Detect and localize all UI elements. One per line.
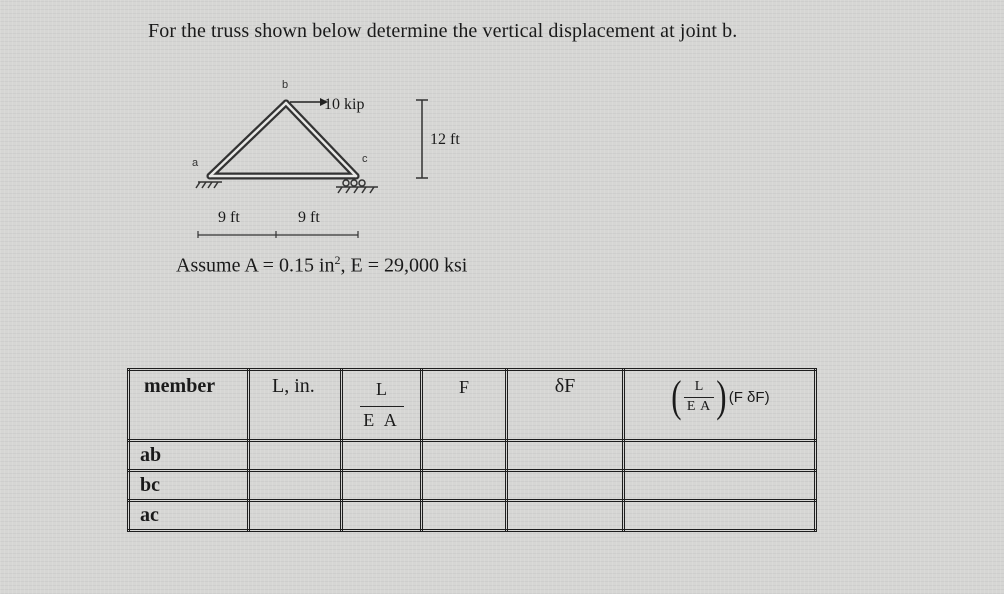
member-cell: ac — [129, 501, 249, 531]
roller-support-c — [336, 180, 378, 193]
table-header-row — [129, 370, 816, 441]
product-denominator: E A — [686, 399, 712, 414]
product-expression: ( $\frac{L}{\text{E A}}$ ) (F δF) — [671, 372, 770, 421]
member-cell: ab — [129, 441, 249, 471]
force-cell[interactable] — [422, 501, 507, 531]
height-label: 12 ft — [430, 131, 460, 148]
truss-diagram — [170, 78, 460, 238]
product-cell[interactable] — [624, 441, 816, 471]
product-factor: (F δF) — [728, 388, 770, 406]
area-exponent: 2 — [334, 253, 341, 267]
truss-members — [210, 103, 356, 176]
header-product — [624, 370, 816, 441]
l-over-ea-cell[interactable] — [342, 471, 422, 501]
assumption-prefix: Assume A = 0.15 in — [176, 254, 335, 277]
header-member: member — [129, 370, 249, 441]
joint-c-label: c — [362, 153, 368, 165]
force-cell[interactable] — [422, 441, 507, 471]
product-numerator: L — [694, 379, 704, 394]
table-row — [129, 441, 816, 471]
assumption-line — [176, 253, 467, 278]
header-length: L, in. — [249, 370, 342, 441]
load-label: 10 kip — [324, 96, 365, 113]
assumption-suffix: , E = 29,000 ksi — [340, 254, 468, 277]
length-cell[interactable] — [249, 501, 342, 531]
force-cell[interactable] — [422, 471, 507, 501]
l-over-ea-cell[interactable] — [342, 441, 422, 471]
virtual-force-cell[interactable] — [507, 441, 624, 471]
calculation-table — [127, 368, 817, 532]
height-dimension — [416, 100, 428, 178]
table-row — [129, 471, 816, 501]
l-over-ea-denominator: E A — [363, 410, 400, 430]
table-row — [129, 501, 816, 531]
l-over-ea-numerator: L — [376, 379, 387, 399]
pin-support-a — [196, 182, 222, 188]
product-cell[interactable] — [624, 501, 816, 531]
header-virtual-force: δF — [507, 370, 624, 441]
product-fraction — [684, 379, 714, 415]
problem-statement: For the truss shown below determine the vertical displacement at joint b. — [148, 20, 738, 42]
l-over-ea-cell[interactable] — [342, 501, 422, 531]
length-cell[interactable] — [249, 441, 342, 471]
length-cell[interactable] — [249, 471, 342, 501]
member-cell: bc — [129, 471, 249, 501]
l-over-ea-fraction — [360, 379, 404, 431]
virtual-force-cell[interactable] — [507, 501, 624, 531]
joint-a-label: a — [192, 157, 199, 169]
span-left-label: 9 ft — [218, 209, 240, 226]
span-right-label: 9 ft — [298, 209, 320, 226]
joint-b-label: b — [282, 79, 289, 91]
header-l-over-ea — [342, 370, 422, 441]
virtual-force-cell[interactable] — [507, 471, 624, 501]
header-force: F — [422, 370, 507, 441]
load-arrow — [290, 98, 328, 106]
product-cell[interactable] — [624, 471, 816, 501]
span-dimension-line — [198, 231, 358, 238]
